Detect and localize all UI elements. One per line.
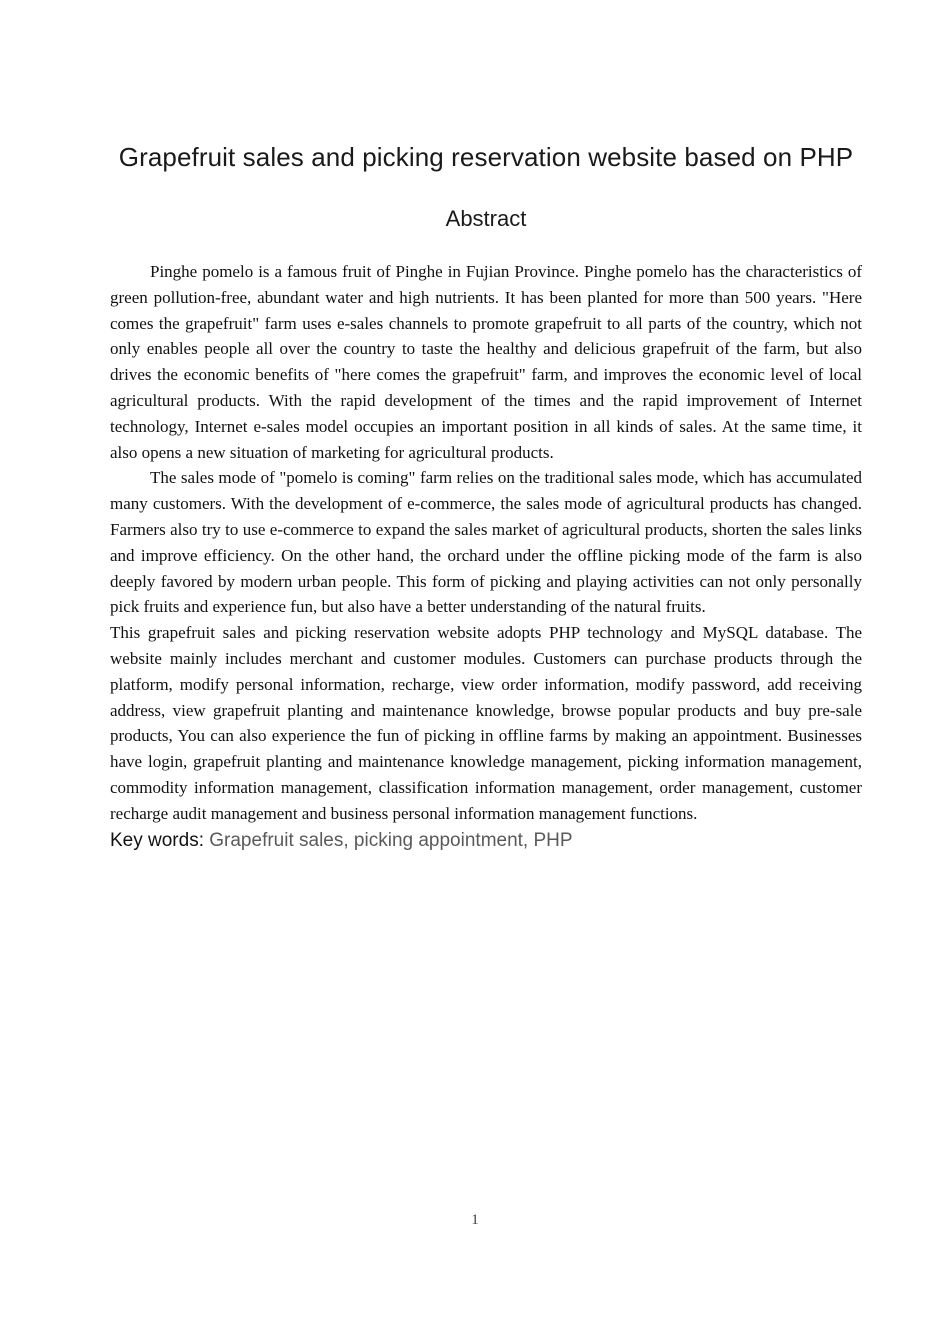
- page-content: [110, 0, 862, 854]
- abstract-heading: Abstract: [445, 206, 527, 231]
- abstract-paragraph-1: Pinghe pomelo is a famous fruit of Pinghe in Fujian Province. Pinghe pomelo has the characteristics of green pollution-free, abundant water and high nutrients. It has been planted for more than 500 years. "Here comes the grapefruit" farm uses e-sales channels to promote grapefruit to all parts of the country, which not only enables people all over the country to taste the healthy and delicious grapefruit of the farm, but also drives the economic benefits of "here comes the grapefruit" farm, and improves the economic level of local agricultural products. With the rapid development of the times and the rapid improvement of Internet technology, Internet e-sales model occupies an important position in all kinds of sales. At the same time, it also opens a new situation of marketing for agricultural products.: [110, 262, 862, 462]
- keywords-value: Grapefruit sales, picking appointment, PHP: [203, 829, 573, 851]
- keywords-label: Key words:: [110, 829, 204, 851]
- abstract-paragraph-2: The sales mode of "pomelo is coming" farm relies on the traditional sales mode, which has accumulated many customers. With the development of e-commerce, the sales mode of agricultural products has changed. Farmers also try to use e-commerce to expand the sales market of agricultural products, shorten the sales links and improve efficiency. On the other hand, the orchard under the offline picking mode of the farm is also deeply favored by modern urban people. This form of picking and playing activities can not only personally pick fruits and experience fun, but also have a better understanding of the natural fruits.: [110, 468, 862, 617]
- abstract-body: [110, 234, 862, 854]
- keywords-line: [110, 827, 862, 854]
- abstract-paragraph-3: This grapefruit sales and picking reservation website adopts PHP technology and MySQL database. The website mainly includes merchant and customer modules. Customers can purchase products through the platform, modify personal information, recharge, view order information, modify password, add receiving address, view grapefruit planting and maintenance knowledge, browse popular products and buy pre-sale products, You can also experience the fun of picking in offline farms by making an appointment. Businesses have login, grapefruit planting and maintenance knowledge management, picking information management, commodity information management, classification information management, order management, customer recharge audit management and business personal information management functions.: [110, 623, 862, 823]
- page-number: 1: [471, 1212, 479, 1228]
- page-title: Grapefruit sales and picking reservation website based on PHP: [118, 142, 854, 172]
